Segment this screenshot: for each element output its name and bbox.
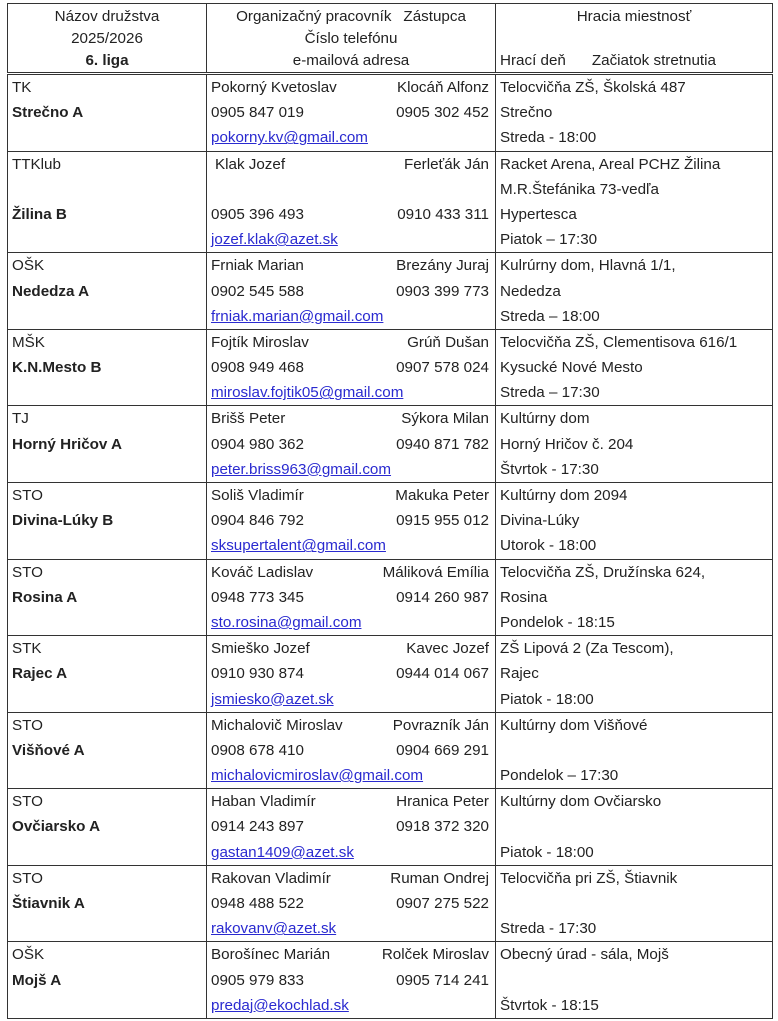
contact-cell: [207, 406, 496, 483]
venue-line: Telocvičňa ZŠ, Clementisova 616/1: [500, 333, 738, 351]
team-cell: [8, 636, 207, 713]
team-cell: [8, 74, 207, 152]
team-row: [8, 151, 773, 253]
schedule: Pondelok - 18:15: [500, 613, 615, 631]
team-name: Rosina A: [12, 588, 78, 606]
schedule: Pondelok – 17:30: [500, 767, 619, 785]
venue-cell: [496, 151, 773, 253]
deputy-phone: 0915 955 012: [396, 512, 489, 530]
venue-line: Rajec: [500, 665, 539, 683]
schedule: Piatok - 18:00: [500, 843, 594, 861]
organizer-phone: 0904 980 362: [211, 435, 304, 453]
deputy-phone: 0907 578 024: [396, 359, 489, 377]
contact-cell: [207, 559, 496, 636]
organizer-name: Frniak Marian: [211, 257, 304, 275]
deputy-name: Povrazník Ján: [392, 716, 489, 734]
venue-cell: [496, 636, 773, 713]
deputy-name: Kavec Jozef: [406, 640, 489, 658]
venue-line: Telocvičňa ZŠ, Školská 487: [500, 79, 686, 96]
email-link[interactable]: sksupertalent@gmail.com: [211, 537, 386, 555]
email-link[interactable]: miroslav.fojtik05@gmail.com: [211, 384, 404, 402]
deputy-name: Grúň Dušan: [407, 333, 489, 351]
deputy-phone: 0918 372 320: [396, 818, 489, 836]
header-start-label: Začiatok stretnutia: [591, 52, 716, 69]
email-link[interactable]: pokorny.kv@gmail.com: [211, 129, 368, 147]
venue-line: Telocvičňa ZŠ, Družínska 624,: [500, 563, 706, 581]
organizer-phone: 0948 488 522: [211, 895, 304, 912]
organizer-name: Klak Jozef: [215, 155, 286, 173]
team-name: Rajec A: [12, 665, 68, 683]
league-roster-table: [7, 3, 773, 1019]
team-name: Žilina B: [12, 205, 67, 223]
venue-line: Kysucké Nové Mesto: [500, 359, 643, 377]
schedule: Štvrtok - 18:15: [500, 996, 599, 1014]
organizer-phone: 0914 243 897: [211, 818, 304, 836]
deputy-phone: 0944 014 067: [396, 665, 489, 683]
team-row: [8, 483, 773, 560]
venue-cell: [496, 406, 773, 483]
email-link[interactable]: jsmiesko@azet.sk: [211, 690, 334, 708]
contact-cell: [207, 789, 496, 866]
email-link[interactable]: michalovicmiroslav@gmail.com: [211, 767, 424, 785]
venue-line: [500, 891, 768, 916]
team-name: Višňové A: [12, 741, 85, 759]
schedule: Streda – 18:00: [500, 307, 600, 325]
contact-cell: [207, 865, 496, 942]
deputy-name: Ferleťák Ján: [403, 155, 489, 173]
organizer-phone: 0908 949 468: [211, 359, 304, 377]
organizer-name: Soliš Vladimír: [211, 487, 304, 504]
club-name: TJ: [12, 410, 29, 428]
team-row: [8, 865, 773, 942]
team-name: Ovčiarsko A: [12, 818, 101, 836]
venue-line: Rosina: [500, 588, 548, 606]
club-name: MŠK: [12, 333, 45, 351]
venue-cell: [496, 942, 773, 1019]
venue-line: [500, 968, 768, 993]
header-day-label: Hrací deň: [500, 52, 566, 69]
organizer-name: Haban Vladimír: [211, 793, 316, 811]
deputy-phone: 0940 871 782: [396, 435, 489, 453]
organizer-name: Brišš Peter: [211, 410, 286, 428]
venue-line: Kultúrny dom Višňové: [500, 716, 648, 734]
club-name: TK: [12, 79, 32, 96]
team-row: [8, 712, 773, 789]
team-cell: [8, 151, 207, 253]
team-name: Nededza A: [12, 282, 90, 300]
deputy-name: Brezány Juraj: [396, 257, 489, 275]
venue-cell: [496, 74, 773, 152]
organizer-name: Borošínec Marián: [211, 946, 331, 964]
deputy-name: Rolček Miroslav: [381, 946, 489, 964]
club-name: STO: [12, 716, 43, 734]
email-link[interactable]: jozef.klak@azet.sk: [211, 231, 338, 249]
schedule: Piatok – 17:30: [500, 231, 598, 249]
team-row: [8, 636, 773, 713]
team-row: [8, 789, 773, 866]
team-cell: [8, 559, 207, 636]
organizer-name: Michalovič Miroslav: [211, 716, 343, 734]
organizer-phone: 0910 930 874: [211, 665, 304, 683]
email-link[interactable]: predaj@ekochlad.sk: [211, 996, 349, 1014]
venue-line: Hypertesca: [500, 205, 577, 223]
email-link[interactable]: sto.rosina@gmail.com: [211, 613, 362, 631]
header-contact-column: [207, 4, 496, 74]
header-venue-label: Hracia miestnosť: [576, 8, 692, 25]
header-organizer-label: Organizačný pracovník: [236, 8, 392, 25]
venue-line: ZŠ Lipová 2 (Za Tescom),: [500, 640, 674, 658]
header-phone-label: Číslo telefónu: [304, 30, 398, 47]
deputy-name: Ruman Ondrej: [390, 869, 489, 887]
header-team-column: [8, 4, 207, 74]
contact-cell: [207, 483, 496, 560]
club-name: STO: [12, 869, 43, 887]
venue-cell: [496, 559, 773, 636]
team-name: Mojš A: [12, 971, 62, 989]
organizer-phone: 0904 846 792: [211, 512, 304, 530]
schedule: Streda - 17:30: [500, 920, 597, 938]
team-name: Horný Hričov A: [12, 435, 122, 453]
club-name: STO: [12, 487, 43, 504]
organizer-name: Smieško Jozef: [211, 640, 310, 658]
venue-line: Kultúrny dom 2094: [500, 487, 628, 504]
header-league-label: 6. liga: [85, 52, 129, 69]
club-name: OŠK: [12, 257, 45, 275]
venue-line: Obecný úrad - sála, Mojš: [500, 946, 669, 964]
deputy-phone: 0905 302 452: [396, 104, 489, 122]
deputy-phone: 0905 714 241: [396, 971, 489, 989]
header-venue-column: [496, 4, 773, 74]
team-row: [8, 406, 773, 483]
team-cell: [8, 329, 207, 406]
header-email-label: e-mailová adresa: [292, 52, 410, 69]
venue-cell: [496, 329, 773, 406]
team-cell: [8, 865, 207, 942]
organizer-phone: 0905 396 493: [211, 205, 304, 223]
email-link[interactable]: frniak.marian@gmail.com: [211, 307, 384, 325]
contact-cell: [207, 74, 496, 152]
email-link[interactable]: peter.briss963@gmail.com: [211, 460, 392, 478]
venue-line: M.R.Štefánika 73-vedľa: [500, 180, 659, 198]
venue-line: Nededza: [500, 282, 561, 300]
team-name: Strečno A: [12, 104, 84, 122]
team-row: [8, 253, 773, 330]
team-row: [8, 559, 773, 636]
venue-line: Horný Hričov č. 204: [500, 435, 634, 453]
header-team-name-label: Názov družstva: [54, 8, 160, 25]
deputy-name: Sýkora Milan: [401, 410, 489, 428]
team-cell: [8, 483, 207, 560]
venue-cell: [496, 865, 773, 942]
team-cell: [8, 789, 207, 866]
venue-cell: [496, 253, 773, 330]
club-name: STK: [12, 640, 42, 658]
schedule: Streda - 18:00: [500, 129, 597, 147]
header-season-label: 2025/2026: [71, 30, 143, 47]
club-name: STO: [12, 793, 43, 811]
contact-cell: [207, 253, 496, 330]
organizer-name: Fojtík Miroslav: [211, 333, 309, 351]
team-row: [8, 942, 773, 1019]
venue-line: Telocvičňa pri ZŠ, Štiavnik: [500, 869, 678, 887]
schedule: Utorok - 18:00: [500, 537, 597, 555]
venue-cell: [496, 483, 773, 560]
header-deputy-label: Zástupca: [403, 8, 466, 25]
venue-line: Kultúrny dom: [500, 410, 590, 428]
team-cell: [8, 406, 207, 483]
deputy-name: Makuka Peter: [395, 487, 489, 504]
organizer-name: Pokorný Kvetoslav: [211, 79, 337, 96]
venue-line: Kulrúrny dom, Hlavná 1/1,: [500, 257, 676, 275]
organizer-phone: 0905 979 833: [211, 971, 304, 989]
venue-line: Racket Arena, Areal PCHZ Žilina: [500, 155, 721, 173]
team-name: K.N.Mesto B: [12, 359, 102, 377]
email-link[interactable]: gastan1409@azet.sk: [211, 843, 354, 861]
deputy-phone: 0903 399 773: [396, 282, 489, 300]
organizer-phone: 0948 773 345: [211, 588, 304, 606]
deputy-phone: 0904 669 291: [396, 741, 489, 759]
schedule: Streda – 17:30: [500, 384, 600, 402]
club-name: OŠK: [12, 946, 45, 964]
team-name: Divina-Lúky B: [12, 512, 114, 530]
deputy-phone: 0910 433 311: [397, 205, 489, 223]
team-cell: [8, 712, 207, 789]
deputy-name: Hranica Peter: [396, 793, 489, 811]
organizer-phone: 0902 545 588: [211, 282, 304, 300]
organizer-phone: 0908 678 410: [211, 741, 304, 759]
venue-cell: [496, 789, 773, 866]
organizer-name: Kováč Ladislav: [211, 563, 314, 581]
team-cell: [8, 253, 207, 330]
venue-line: [500, 738, 768, 763]
organizer-name: Rakovan Vladimír: [211, 869, 331, 887]
team-cell: [8, 942, 207, 1019]
table-header-row: [8, 4, 773, 74]
organizer-phone: 0905 847 019: [211, 104, 304, 122]
contact-cell: [207, 329, 496, 406]
contact-cell: [207, 636, 496, 713]
contact-cell: [207, 942, 496, 1019]
venue-line: Strečno: [500, 104, 553, 122]
deputy-phone: 0907 275 522: [396, 895, 489, 912]
team-row: [8, 74, 773, 152]
email-link[interactable]: rakovanv@azet.sk: [211, 920, 337, 938]
schedule: Piatok - 18:00: [500, 690, 594, 708]
team-row: [8, 329, 773, 406]
club-name: TTKlub: [12, 155, 61, 173]
schedule: Štvrtok - 17:30: [500, 460, 599, 478]
team-name: Štiavnik A: [12, 895, 85, 912]
deputy-phone: 0914 260 987: [396, 588, 489, 606]
contact-cell: [207, 151, 496, 253]
venue-line: Divina-Lúky: [500, 512, 580, 530]
deputy-name: Klocáň Alfonz: [396, 79, 489, 96]
venue-cell: [496, 712, 773, 789]
deputy-name: Máliková Emília: [382, 563, 489, 581]
venue-line: Kultúrny dom Ovčiarsko: [500, 793, 662, 811]
contact-cell: [207, 712, 496, 789]
club-name: STO: [12, 563, 43, 581]
venue-line: [500, 814, 768, 839]
